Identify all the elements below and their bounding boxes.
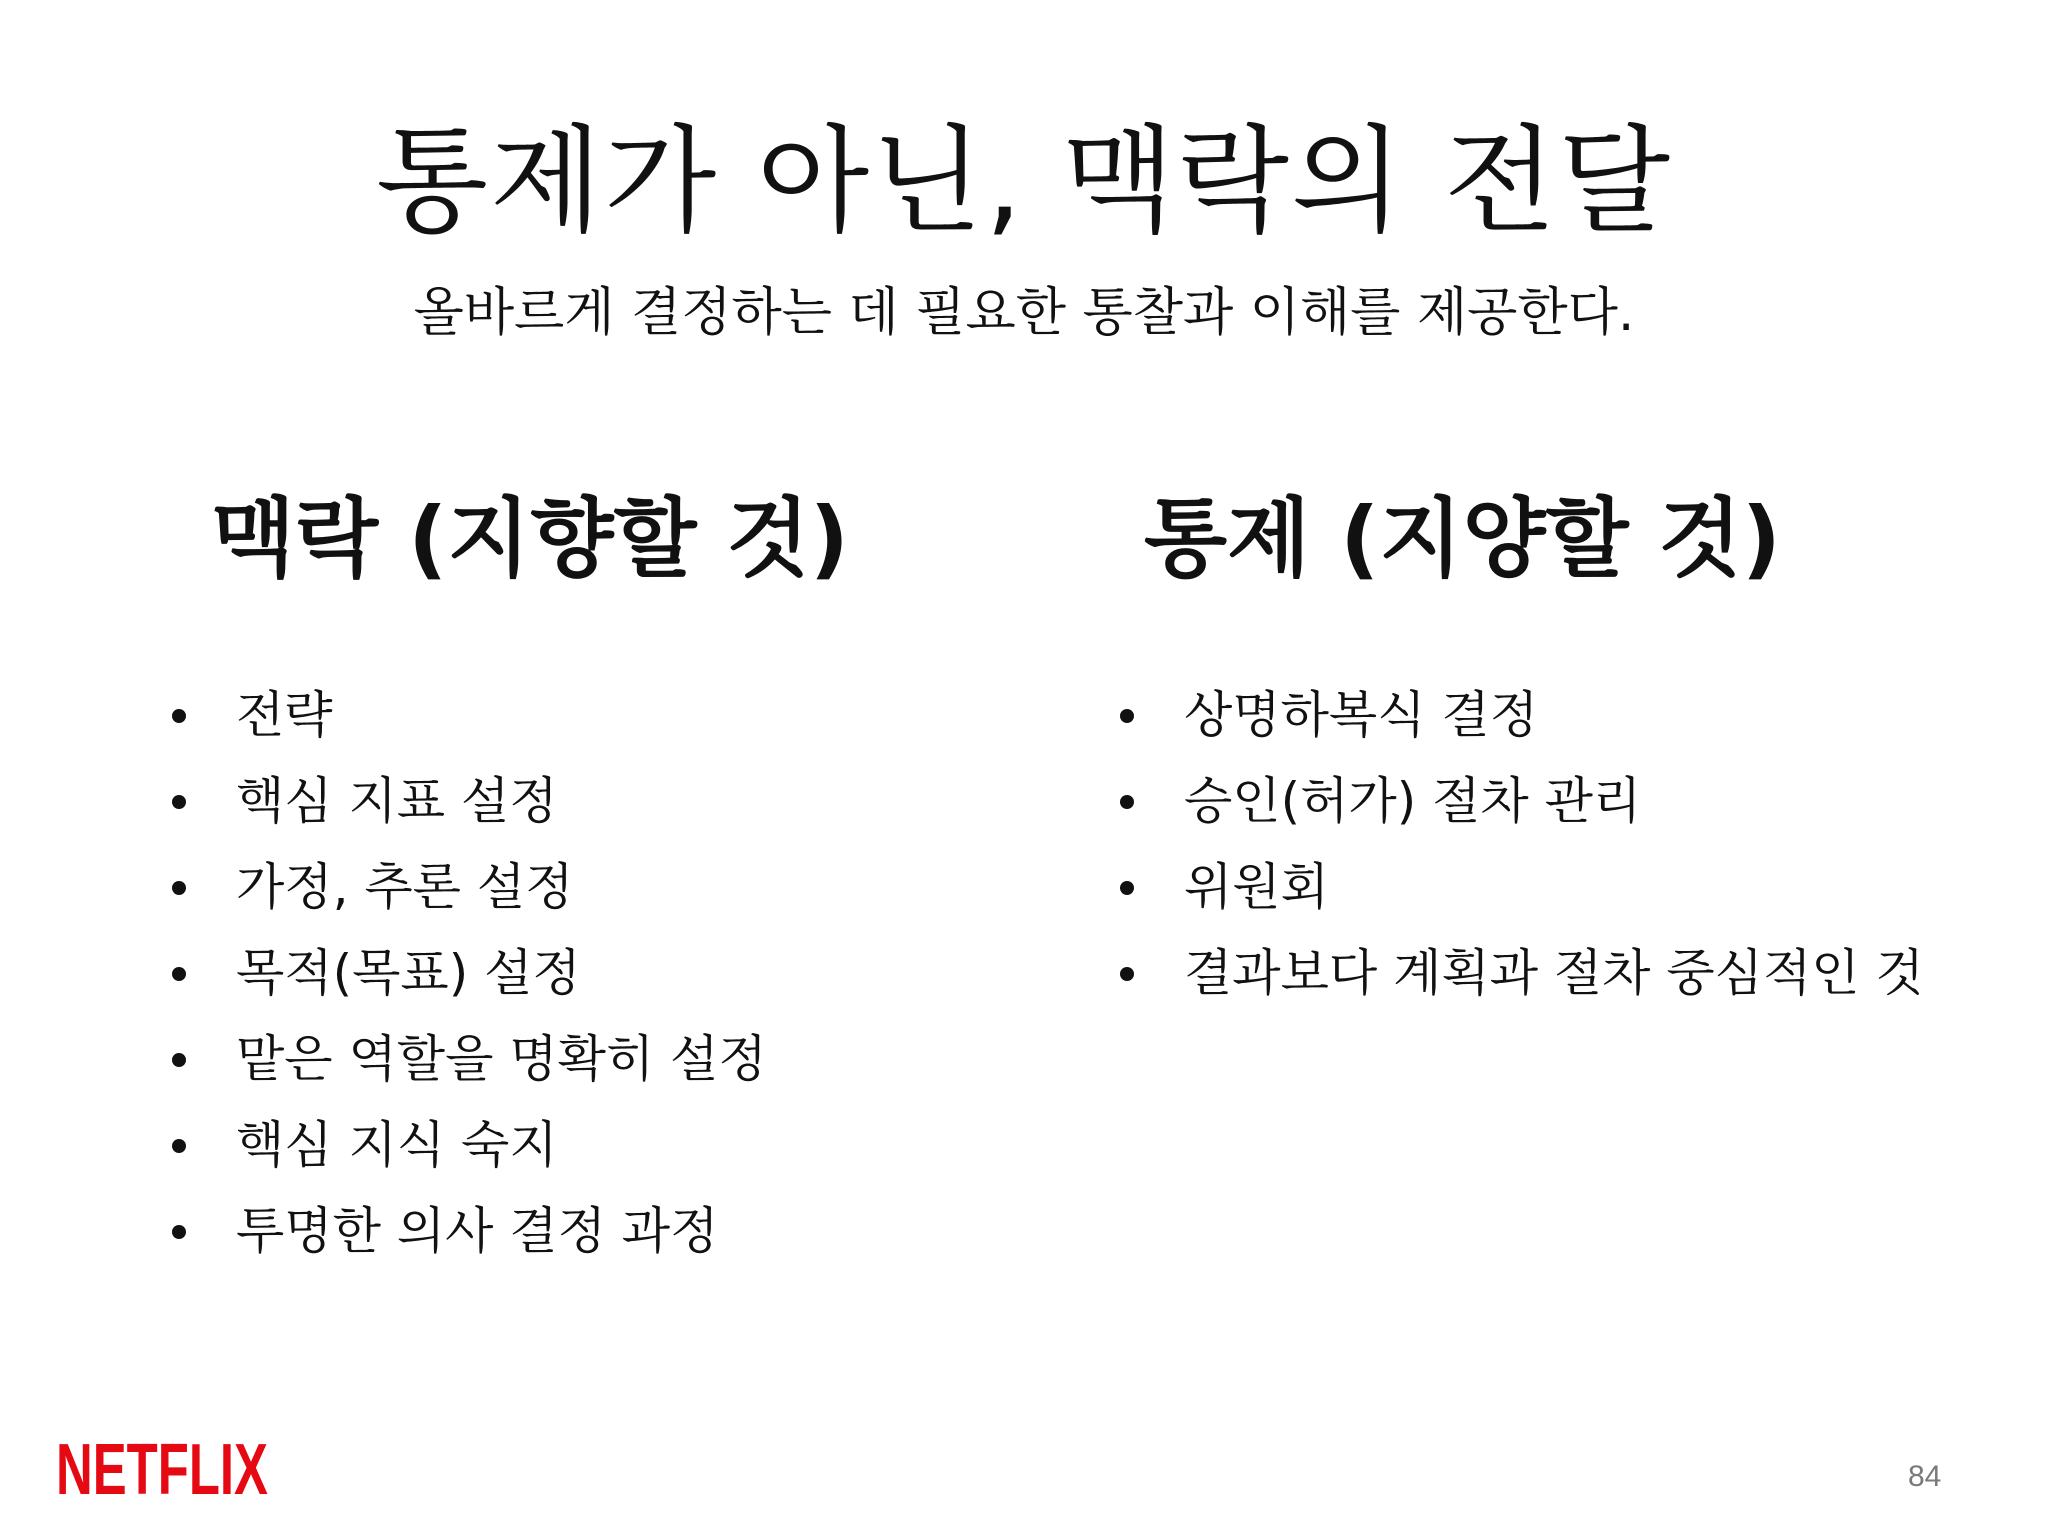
page-number: 84: [1908, 1460, 1942, 1493]
bullet-icon: [1120, 709, 1134, 723]
list-item: [168, 672, 767, 758]
list-item: [168, 1188, 767, 1274]
control-bullet-list: [1116, 672, 1924, 1016]
list-item: [168, 758, 767, 844]
bullet-icon: [1120, 881, 1134, 895]
context-column-heading: 맥락 (지향할 것): [212, 489, 849, 589]
bullet-icon: [172, 881, 186, 895]
list-item-text: 가정, 추론 설정: [236, 858, 574, 916]
list-item-text: 결과보다 계획과 절차 중심적인 것: [1184, 944, 1924, 1002]
list-item-text: 핵심 지식 숙지: [236, 1116, 558, 1174]
list-item: [1116, 672, 1924, 758]
list-item: [168, 930, 767, 1016]
bullet-icon: [172, 1053, 186, 1067]
list-item-text: 전략: [236, 686, 333, 744]
slide-subtitle: 올바르게 결정하는 데 필요한 통찰과 이해를 제공한다.: [413, 283, 1635, 343]
list-item: [168, 844, 767, 930]
list-item: [1116, 844, 1924, 930]
list-item-text: 목적(목표) 설정: [236, 944, 581, 1002]
bullet-icon: [1120, 967, 1134, 981]
bullet-icon: [172, 1139, 186, 1153]
bullet-icon: [172, 795, 186, 809]
control-column-heading: 통제 (지양할 것): [1144, 489, 1781, 589]
list-item: [168, 1016, 767, 1102]
list-item: [1116, 758, 1924, 844]
list-item-text: 승인(허가) 절차 관리: [1184, 772, 1642, 830]
netflix-logo-text: NETFLIX: [56, 1430, 268, 1510]
list-item-text: 위원회: [1184, 858, 1329, 916]
context-bullet-list: [168, 672, 767, 1274]
list-item-text: 상명하복식 결정: [1184, 686, 1538, 744]
list-item-text: 맡은 역할을 명확히 설정: [236, 1030, 767, 1088]
netflix-logo: [56, 1430, 272, 1510]
list-item: [168, 1102, 767, 1188]
bullet-icon: [172, 1225, 186, 1239]
slide-title: 통제가 아닌, 맥락의 전달: [375, 114, 1673, 249]
list-item-text: 투명한 의사 결정 과정: [236, 1202, 719, 1260]
list-item-text: 핵심 지표 설정: [236, 772, 558, 830]
list-item: [1116, 930, 1924, 1016]
bullet-icon: [1120, 795, 1134, 809]
bullet-icon: [172, 709, 186, 723]
bullet-icon: [172, 967, 186, 981]
